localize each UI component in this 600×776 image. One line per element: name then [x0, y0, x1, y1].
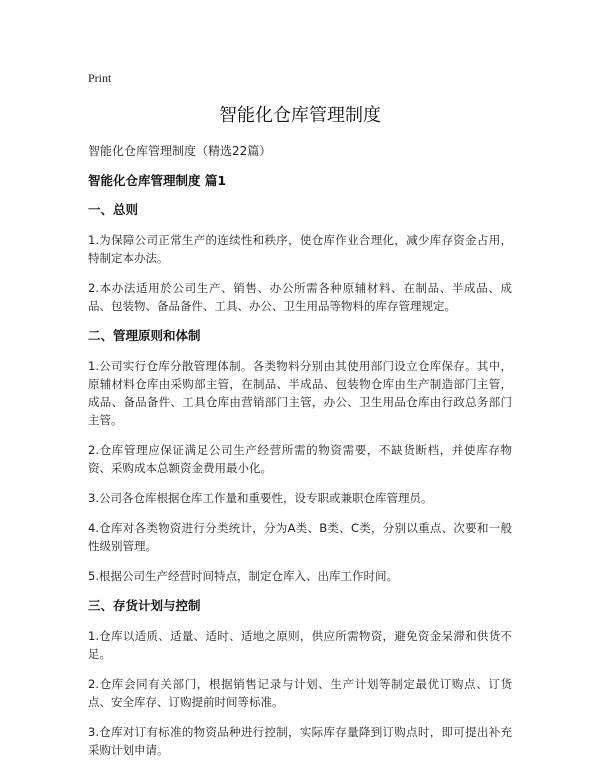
paragraph: 2.仓库会同有关部门，根据销售记录与计划、生产计划等制定最优订购点、订货点、安全库存、订购提前时间等标准。	[88, 677, 512, 709]
paragraph: 2.本办法适用於公司生产、销售、办公所需各种原辅材料、在制品、半成品、成品、包装物、备品备件、工具、办公、卫生用品等物料的库存管理规定。	[88, 281, 512, 313]
section-heading-inventory: 三、存货计划与控制	[88, 598, 201, 613]
paragraph: 1.为保障公司正常生产的连续性和秩序，使仓库作业合理化，减少库存资金占用，特制定本办法。	[88, 233, 512, 265]
print-link[interactable]: Print	[88, 71, 112, 85]
paragraph: 1.公司实行仓库分散管理体制。各类物料分别由其使用部门设立仓库保存。其中，原辅材料仓库由采购部主管，在制品、半成品、包装物仓库由生产制造部门主管，成品、备品备件、工具仓库由营销部门主管，办公、卫生用品仓库由行政总务部门主管。	[88, 359, 512, 427]
page-title: 智能化仓库管理制度	[219, 105, 381, 126]
section-heading-management: 二、管理原则和体制	[88, 328, 201, 343]
paragraph: 4.仓库对各类物资进行分类统计，分为A类、B类、C类，分别以重点、次要和一般性级别管理。	[88, 521, 512, 553]
paragraph: 1.仓库以适质、适量、适时、适地之原则，供应所需物资，避免资金呆滞和供货不足。	[88, 629, 512, 661]
article-heading: 智能化仓库管理制度 篇1	[88, 173, 227, 188]
paragraph: 2.仓库管理应保证满足公司生产经营所需的物资需要，不缺货断档，并使库存物资、采购成本总额资金费用最小化。	[88, 443, 512, 475]
section-heading-general: 一、总则	[88, 202, 139, 217]
paragraph: 3.仓库对订有标准的物资品种进行控制，实际库存量降到订购点时，即可提出补充采购计划申请。	[88, 725, 512, 757]
paragraph: 3.公司各仓库根据仓库工作量和重要性，设专职或兼职仓库管理员。	[88, 491, 433, 505]
document-subtitle: 智能化仓库管理制度（精选22篇）	[88, 144, 272, 158]
paragraph: 5.根据公司生产经营时间特点，制定仓库入、出库工作时间。	[88, 569, 398, 583]
